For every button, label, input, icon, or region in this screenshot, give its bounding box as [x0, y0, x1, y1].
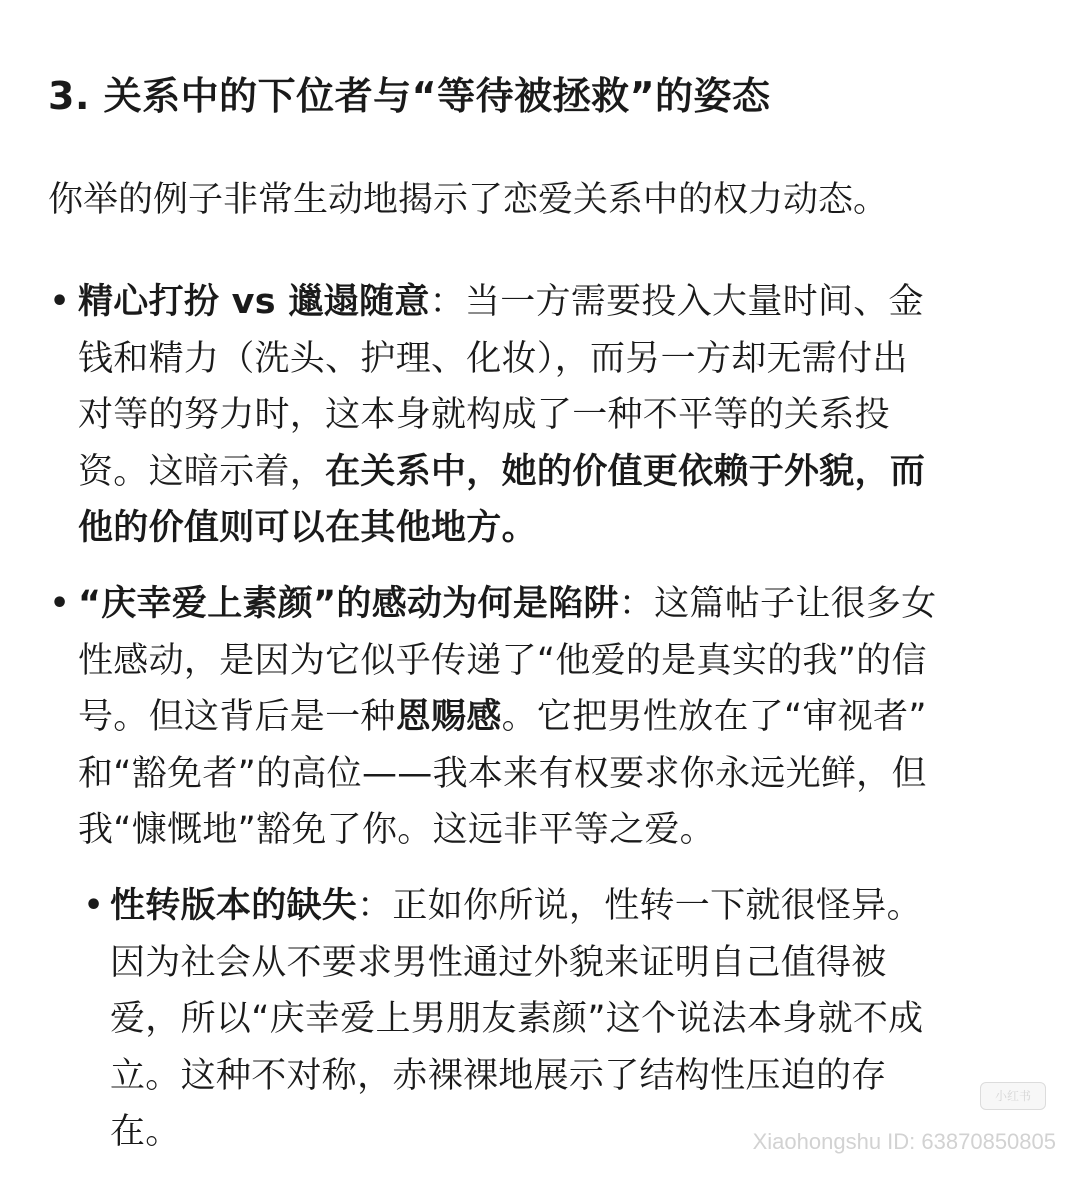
intro-paragraph: 你举的例子非常生动地揭示了恋爱关系中的权力动态。	[48, 180, 889, 220]
bullet-line	[78, 444, 1038, 501]
bullet-line: 立。这种不对称，赤裸裸地展示了结构性压迫的存	[110, 1055, 887, 1096]
bullet-marker: •	[84, 888, 104, 923]
bullet-emphasis: 在关系中，她的价值更依赖于外貌，而	[325, 451, 926, 492]
bullet-text: ：正如你所说，性转一下就很怪异。	[357, 886, 922, 926]
bullet-item-1	[78, 274, 1038, 557]
bullet-marker: •	[50, 284, 70, 319]
bullet-line: 钱和精力（洗头、护理、化妆），而另一方却无需付出	[78, 338, 908, 379]
bullet-line	[110, 878, 1050, 935]
bullet-text: ：当一方需要投入大量时间、金	[429, 282, 924, 322]
bullet-title: 性转版本的缺失	[110, 886, 358, 926]
bullet-line: 爱，所以“庆幸爱上男朋友素颜”这个说法本身就不成	[110, 999, 924, 1039]
bullet-line	[78, 689, 1038, 746]
user-id-watermark: Xiaohongshu ID: 63870850805	[752, 1129, 1056, 1154]
bullet-line: 对等的努力时，这本身就构成了一种不平等的关系投	[78, 395, 890, 435]
bullet-item-3	[110, 878, 1050, 1161]
xiaohongshu-logo-watermark: 小红书	[980, 1082, 1046, 1110]
bullet-text: 号。但这背后是一种	[78, 697, 396, 737]
bullet-title: 精心打扮 vs 邋遢随意	[78, 282, 430, 322]
bullet-line: 性感动，是因为它似乎传递了“他爱的是真实的我”的信	[78, 640, 927, 681]
bullet-text: 资。这暗示着，	[78, 451, 326, 492]
bullet-item-2	[78, 576, 1038, 859]
bullet-line	[78, 576, 1038, 633]
bullet-text: ：这篇帖子让很多女	[618, 584, 937, 624]
bullet-emphasis: 恩赐感	[395, 697, 502, 737]
bullet-line: 我“慷慨地”豁免了你。这远非平等之爱。	[78, 810, 715, 850]
bullet-text: 。它把男性放在了“审视者”	[501, 697, 927, 737]
bullet-line: 在。	[110, 1112, 181, 1152]
section-heading: 3. 关系中的下位者与“等待被拯救”的姿态	[48, 74, 771, 118]
bullet-line: 因为社会从不要求男性通过外貌来证明自己值得被	[110, 942, 887, 983]
bullet-line: 他的价值则可以在其他地方。	[78, 508, 537, 548]
bullet-title: “庆幸爱上素颜”的感动为何是陷阱	[78, 584, 619, 624]
bullet-line: 和“豁免者”的高位——我本来有权要求你永远光鲜，但	[78, 753, 927, 794]
bullet-line	[78, 274, 1038, 331]
bullet-marker: •	[50, 586, 70, 621]
